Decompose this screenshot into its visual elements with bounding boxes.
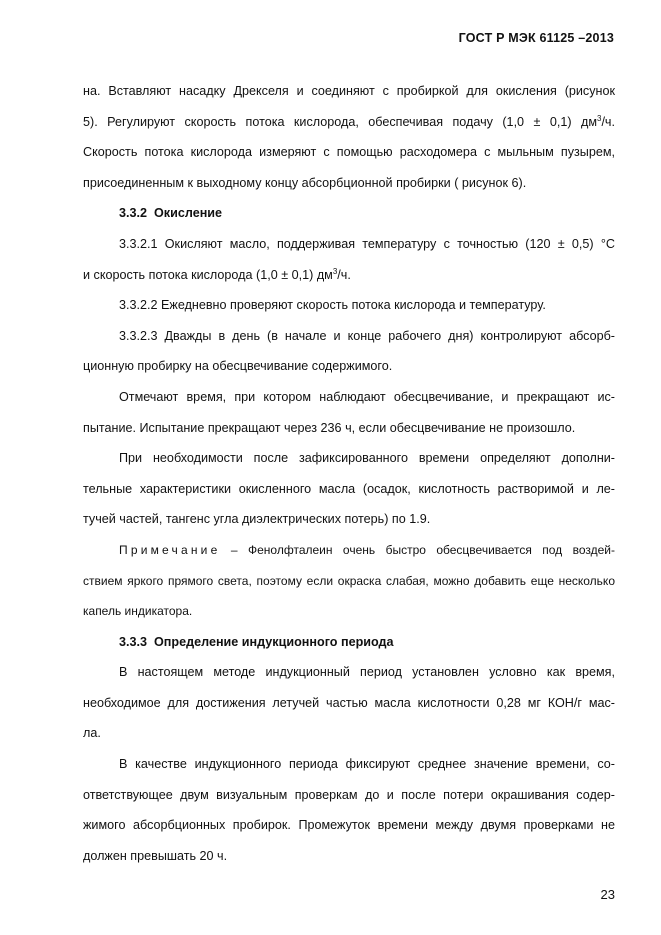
note-label: Примечание xyxy=(119,542,221,557)
text-line: пытание. Испытание прекращают через 236 ч, если обесцвечивание не произошло. xyxy=(83,420,576,435)
text-line: 3.3.2.3 Дважды в день (в начале и конце рабочего дня) контролируют абсорб- xyxy=(119,328,615,343)
text-line: В качестве индукционного периода фиксируют среднее значение времени, со- xyxy=(119,757,615,772)
text-line: и скорость потока кислорода (1,0 ± 0,1) $дм^3/ч$. xyxy=(83,266,351,282)
text-line: ционную пробирку на обесцвечивание содержимого. xyxy=(83,359,393,374)
text-line: ла. xyxy=(83,726,101,741)
text-line: 3.3.2.1 Окисляют масло, поддерживая температуру с точностью (120 ± 0,5) °С xyxy=(119,236,615,251)
text-line: ответствующее двум визуальным проверкам до и после потери окрашивания содер- xyxy=(83,787,615,802)
text-line: тельные характеристики окисленного масла (осадок, кислотность растворимой и ле- xyxy=(83,481,615,496)
text-line: присоединенным к выходному концу абсорбционной пробирки ( рисунок 6). xyxy=(83,175,527,190)
section-heading-3-3-2: 3.3.2 Окисление xyxy=(119,206,223,221)
superscript: 3 xyxy=(596,113,602,123)
text-line: Отмечают время, при котором наблюдают обесцвечивание, и прекращают ис- xyxy=(119,389,615,404)
section-heading-3-3-3: 3.3.3 Определение индукционного периода xyxy=(119,634,394,649)
note-line: капель индикатора. xyxy=(83,604,193,619)
text-line: Скорость потока кислорода измеряют с помощью расходомера с мыльным пузырем, xyxy=(83,145,615,160)
text-line: должен превышать 20 ч. xyxy=(83,848,228,863)
page-body xyxy=(83,76,615,871)
text-line: 3.3.2.2 Ежедневно проверяют скорость потока кислорода и температуру. xyxy=(119,298,546,313)
note-line: ствием яркого прямого света, поэтому если окраска слабая, можно добавить еще несколько xyxy=(83,573,615,588)
text-line: на. Вставляют насадку Дрекселя и соединяют с пробиркой для окисления (рисунок xyxy=(83,84,615,98)
text-line: При необходимости после зафиксированного времени определяют дополни- xyxy=(119,451,615,466)
superscript: 3 xyxy=(332,266,338,276)
page-number: 23 xyxy=(600,887,615,902)
document-header: ГОСТ Р МЭК 61125 –2013 xyxy=(458,31,614,45)
text-line: необходимое для достижения летучей частью масла кислотности 0,28 мг КОН/г мас- xyxy=(83,695,615,710)
text-line: 5). Регулируют скорость потока кислорода, обеспечивая подачу (1,0 ± 0,1) $дм^3/ч$. xyxy=(83,113,615,129)
text-line: В настоящем методе индукционный период установлен условно как время, xyxy=(119,665,615,680)
text-line: жимого абсорбционных пробирок. Промежуток времени между двумя проверками не xyxy=(83,818,615,833)
text-line: тучей частей, тангенс угла диэлектрических потерь) по 1.9. xyxy=(83,512,431,527)
note-line: Примечание – Фенолфталеин очень быстро обесцвечивается под воздей- xyxy=(119,542,615,557)
